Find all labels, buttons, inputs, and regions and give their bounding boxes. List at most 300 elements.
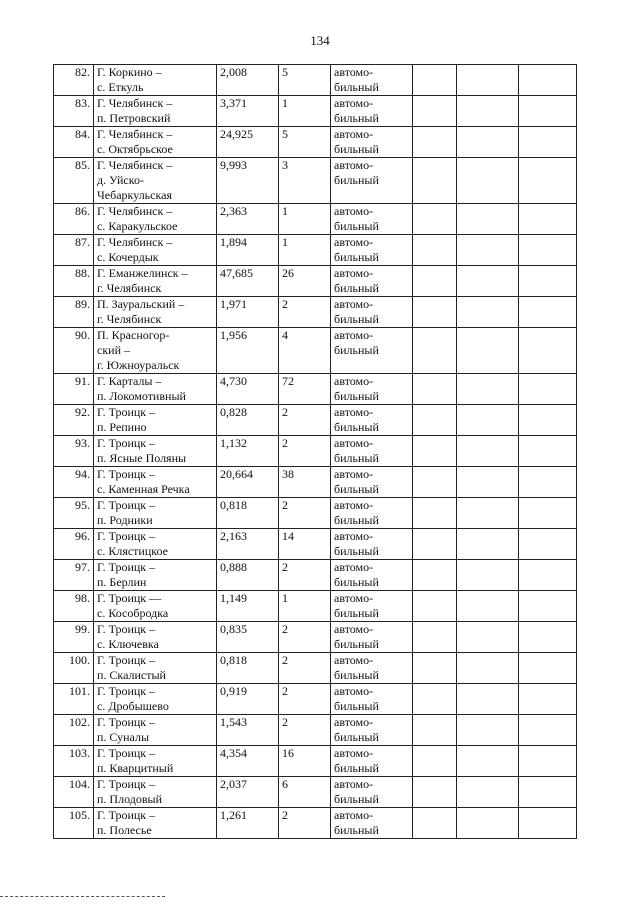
transport-type-line: бильный [334,420,379,434]
row-number: 100. [54,653,94,684]
table-row [54,266,577,297]
row-number: 88. [54,266,94,297]
empty-cell-3 [519,204,577,235]
route-length: 24,925 [217,127,279,158]
route-name [94,746,217,777]
transport-type-line: бильный [334,142,379,156]
row-number: 98. [54,591,94,622]
empty-cell-1 [413,591,457,622]
route-name-line: п. Скалистый [97,668,166,682]
empty-cell-2 [457,622,519,653]
table-row [54,591,577,622]
route-name-line: Г. Троицк – [97,436,156,450]
empty-cell-2 [457,127,519,158]
empty-cell-3 [519,467,577,498]
empty-cell-3 [519,622,577,653]
row-number: 105. [54,808,94,839]
route-name-line: п. Локомотивный [97,389,186,403]
stop-count: 6 [279,777,331,808]
route-length: 1,971 [217,297,279,328]
row-number: 91. [54,374,94,405]
stop-count: 2 [279,560,331,591]
transport-type-line: автомо- [334,297,374,311]
transport-type-line: автомо- [334,498,374,512]
route-name-line: Г. Троицк – [97,560,156,574]
empty-cell-3 [519,127,577,158]
transport-type-line: автомо- [334,653,374,667]
empty-cell-1 [413,777,457,808]
empty-cell-3 [519,746,577,777]
transport-type-line: бильный [334,792,379,806]
route-name [94,204,217,235]
empty-cell-2 [457,158,519,204]
table-row [54,777,577,808]
table-row [54,808,577,839]
table-row [54,436,577,467]
empty-cell-2 [457,436,519,467]
transport-type-line: бильный [334,250,379,264]
empty-cell-1 [413,746,457,777]
transport-type-line: автомо- [334,374,374,388]
transport-type-line: автомо- [334,266,374,280]
route-length: 4,354 [217,746,279,777]
stop-count: 3 [279,158,331,204]
transport-type-line: бильный [334,111,379,125]
empty-cell-1 [413,808,457,839]
route-name-line: Г. Челябинск – [97,204,173,218]
table-row [54,328,577,374]
routes-table [53,64,577,839]
route-name [94,235,217,266]
route-length: 20,664 [217,467,279,498]
stop-count: 5 [279,65,331,96]
route-length: 1,956 [217,328,279,374]
table-row [54,65,577,96]
empty-cell-1 [413,560,457,591]
transport-type [331,96,413,127]
row-number: 85. [54,158,94,204]
row-number: 95. [54,498,94,529]
table-row [54,684,577,715]
transport-type-line: бильный [334,513,379,527]
route-name-line: Г. Коркино – [97,65,162,79]
route-name-line: Г. Троицк – [97,808,156,822]
transport-type [331,328,413,374]
empty-cell-1 [413,266,457,297]
route-name-line: д. Уйско- [97,173,144,187]
empty-cell-3 [519,96,577,127]
row-number: 93. [54,436,94,467]
transport-type [331,684,413,715]
route-name [94,529,217,560]
empty-cell-1 [413,127,457,158]
transport-type-line: автомо- [334,96,374,110]
empty-cell-2 [457,204,519,235]
transport-type-line: автомо- [334,684,374,698]
stop-count: 2 [279,653,331,684]
stop-count: 5 [279,127,331,158]
route-name-line: с. Кособродка [97,606,169,620]
empty-cell-3 [519,498,577,529]
empty-cell-1 [413,235,457,266]
route-length: 2,363 [217,204,279,235]
empty-cell-1 [413,622,457,653]
route-name-line: с. Клястицкое [97,544,168,558]
empty-cell-2 [457,467,519,498]
transport-type-line: бильный [334,343,379,357]
transport-type [331,746,413,777]
empty-cell-2 [457,591,519,622]
route-name-line: Г. Челябинск – [97,158,173,172]
empty-cell-1 [413,328,457,374]
table-row [54,467,577,498]
table-row [54,622,577,653]
route-name-line: с. Еткуль [97,80,144,94]
route-length: 1,543 [217,715,279,746]
route-name-line: с. Ключевка [97,637,159,651]
route-name-line: с. Каракульское [97,219,178,233]
routes-table-body [54,65,577,839]
route-length: 2,008 [217,65,279,96]
route-name [94,127,217,158]
row-number: 99. [54,622,94,653]
route-length: 2,037 [217,777,279,808]
stop-count: 2 [279,297,331,328]
route-name-line: Г. Троицк – [97,746,156,760]
route-length: 1,261 [217,808,279,839]
stop-count: 2 [279,436,331,467]
empty-cell-1 [413,297,457,328]
empty-cell-2 [457,684,519,715]
route-name [94,684,217,715]
route-length: 1,149 [217,591,279,622]
empty-cell-3 [519,591,577,622]
transport-type-line: автомо- [334,328,374,342]
row-number: 82. [54,65,94,96]
transport-type-line: автомо- [334,467,374,481]
empty-cell-1 [413,436,457,467]
empty-cell-2 [457,297,519,328]
route-name-line: с. Октябрьское [97,142,173,156]
route-name-line: Г. Троицк – [97,684,156,698]
route-name [94,96,217,127]
stop-count: 2 [279,715,331,746]
table-row [54,498,577,529]
route-name-line: п. Ясные Поляны [97,451,187,465]
empty-cell-2 [457,235,519,266]
stop-count: 1 [279,235,331,266]
empty-cell-2 [457,266,519,297]
empty-cell-3 [519,65,577,96]
route-name-line: п. Суналы [97,730,150,744]
transport-type [331,653,413,684]
transport-type-line: бильный [334,173,379,187]
row-number: 103. [54,746,94,777]
transport-type [331,374,413,405]
transport-type [331,498,413,529]
transport-type [331,158,413,204]
route-length: 9,993 [217,158,279,204]
route-name [94,622,217,653]
route-name [94,405,217,436]
transport-type-line: бильный [334,823,379,837]
transport-type-line: бильный [334,575,379,589]
transport-type-line: бильный [334,389,379,403]
row-number: 86. [54,204,94,235]
route-name-line: г. Челябинск [97,281,162,295]
route-name-line: с. Дробышево [97,699,169,713]
empty-cell-3 [519,297,577,328]
transport-type-line: бильный [334,699,379,713]
transport-type [331,204,413,235]
transport-type-line: автомо- [334,808,374,822]
route-name-line: Г. Троицк – [97,498,156,512]
route-name [94,777,217,808]
row-number: 90. [54,328,94,374]
table-row [54,127,577,158]
transport-type [331,560,413,591]
stop-count: 38 [279,467,331,498]
route-length: 4,730 [217,374,279,405]
row-number: 84. [54,127,94,158]
transport-type-line: автомо- [334,591,374,605]
route-name-line: Г. Челябинск – [97,96,173,110]
route-name [94,560,217,591]
route-name-line: Г. Карталы – [97,374,162,388]
empty-cell-2 [457,374,519,405]
table-row [54,96,577,127]
table-row [54,405,577,436]
stop-count: 16 [279,746,331,777]
transport-type-line: автомо- [334,529,374,543]
route-name [94,715,217,746]
empty-cell-1 [413,684,457,715]
empty-cell-2 [457,405,519,436]
stop-count: 2 [279,622,331,653]
empty-cell-1 [413,158,457,204]
empty-cell-3 [519,328,577,374]
route-length: 1,894 [217,235,279,266]
route-name-line: Г. Еманжелинск – [97,266,188,280]
route-name-line: п. Кварцитный [97,761,174,775]
empty-cell-2 [457,808,519,839]
empty-cell-1 [413,653,457,684]
transport-type-line: автомо- [334,127,374,141]
route-name [94,808,217,839]
transport-type-line: бильный [334,544,379,558]
route-name-line: п. Репино [97,420,147,434]
empty-cell-2 [457,498,519,529]
row-number: 97. [54,560,94,591]
transport-type-line: автомо- [334,777,374,791]
route-name [94,653,217,684]
empty-cell-1 [413,529,457,560]
transport-type-line: автомо- [334,715,374,729]
empty-cell-3 [519,436,577,467]
transport-type-line: автомо- [334,405,374,419]
route-name [94,328,217,374]
table-row [54,746,577,777]
transport-type-line: бильный [334,80,379,94]
route-name [94,297,217,328]
transport-type [331,65,413,96]
route-name [94,374,217,405]
transport-type-line: бильный [334,281,379,295]
route-name [94,591,217,622]
route-length: 1,132 [217,436,279,467]
route-name-line: п. Полесье [97,823,152,837]
empty-cell-1 [413,374,457,405]
table-row [54,715,577,746]
route-name-line: П. Зауральский – [97,297,185,311]
transport-type-line: автомо- [334,746,374,760]
transport-type-line: автомо- [334,235,374,249]
table-row [54,374,577,405]
stop-count: 1 [279,204,331,235]
empty-cell-3 [519,653,577,684]
transport-type-line: автомо- [334,204,374,218]
transport-type [331,622,413,653]
transport-type [331,715,413,746]
route-length: 0,818 [217,653,279,684]
stop-count: 1 [279,96,331,127]
route-name-line: Г. Троицк – [97,653,156,667]
transport-type-line: автомо- [334,158,374,172]
stop-count: 72 [279,374,331,405]
route-name-line: Г. Троицк – [97,715,156,729]
page-number: 134 [310,33,330,48]
empty-cell-1 [413,498,457,529]
row-number: 87. [54,235,94,266]
route-name-line: Г. Челябинск – [97,127,173,141]
transport-type-line: бильный [334,482,379,496]
table-row [54,158,577,204]
row-number: 101. [54,684,94,715]
empty-cell-3 [519,266,577,297]
route-length: 3,371 [217,96,279,127]
table-row [54,529,577,560]
empty-cell-2 [457,328,519,374]
empty-cell-1 [413,96,457,127]
stop-count: 2 [279,684,331,715]
transport-type [331,529,413,560]
route-length: 0,835 [217,622,279,653]
transport-type-line: бильный [334,312,379,326]
route-length: 0,888 [217,560,279,591]
route-name-line: Г. Челябинск – [97,235,173,249]
empty-cell-1 [413,467,457,498]
empty-cell-2 [457,715,519,746]
transport-type-line: автомо- [334,622,374,636]
route-length: 0,828 [217,405,279,436]
route-name-line: п. Берлин [97,575,147,589]
transport-type [331,467,413,498]
transport-type-line: бильный [334,668,379,682]
transport-type [331,777,413,808]
empty-cell-3 [519,235,577,266]
empty-cell-3 [519,158,577,204]
empty-cell-2 [457,746,519,777]
route-length: 2,163 [217,529,279,560]
row-number: 102. [54,715,94,746]
table-row [54,653,577,684]
empty-cell-2 [457,777,519,808]
row-number: 104. [54,777,94,808]
route-name [94,65,217,96]
row-number: 83. [54,96,94,127]
route-name-line: ский – [97,343,130,357]
route-name-line: г. Южноуральск [97,358,180,372]
route-name-line: с. Кочердык [97,250,159,264]
route-length: 0,818 [217,498,279,529]
transport-type [331,235,413,266]
route-name [94,436,217,467]
empty-cell-3 [519,715,577,746]
stop-count: 1 [279,591,331,622]
empty-cell-3 [519,777,577,808]
transport-type-line: бильный [334,761,379,775]
route-name-line: Г. Троицк — [97,591,162,605]
transport-type-line: автомо- [334,560,374,574]
empty-cell-1 [413,405,457,436]
route-name [94,467,217,498]
empty-cell-3 [519,529,577,560]
route-name-line: Г. Троицк – [97,529,156,543]
table-row [54,560,577,591]
route-name-line: Г. Троицк – [97,467,156,481]
route-name-line: Г. Троицк – [97,622,156,636]
empty-cell-1 [413,715,457,746]
route-name-line: П. Красногор- [97,328,170,342]
route-name-line: Чебаркульская [97,188,172,202]
row-number: 89. [54,297,94,328]
empty-cell-1 [413,65,457,96]
route-name-line: с. Каменная Речка [97,482,190,496]
transport-type-line: бильный [334,606,379,620]
route-name [94,498,217,529]
route-length: 0,919 [217,684,279,715]
stop-count: 2 [279,498,331,529]
empty-cell-3 [519,374,577,405]
transport-type-line: бильный [334,219,379,233]
empty-cell-3 [519,405,577,436]
route-name-line: Г. Троицк – [97,405,156,419]
transport-type-line: автомо- [334,436,374,450]
transport-type-line: автомо- [334,65,374,79]
empty-cell-2 [457,65,519,96]
table-row [54,297,577,328]
empty-cell-3 [519,684,577,715]
route-name-line: п. Родники [97,513,153,527]
transport-type [331,405,413,436]
empty-cell-2 [457,529,519,560]
stop-count: 14 [279,529,331,560]
stop-count: 2 [279,808,331,839]
transport-type [331,127,413,158]
empty-cell-3 [519,560,577,591]
footnote-separator [0,896,165,897]
route-name [94,266,217,297]
stop-count: 2 [279,405,331,436]
route-name [94,158,217,204]
empty-cell-1 [413,204,457,235]
empty-cell-2 [457,560,519,591]
stop-count: 4 [279,328,331,374]
route-length: 47,685 [217,266,279,297]
table-row [54,204,577,235]
transport-type [331,297,413,328]
route-name-line: п. Петровский [97,111,171,125]
